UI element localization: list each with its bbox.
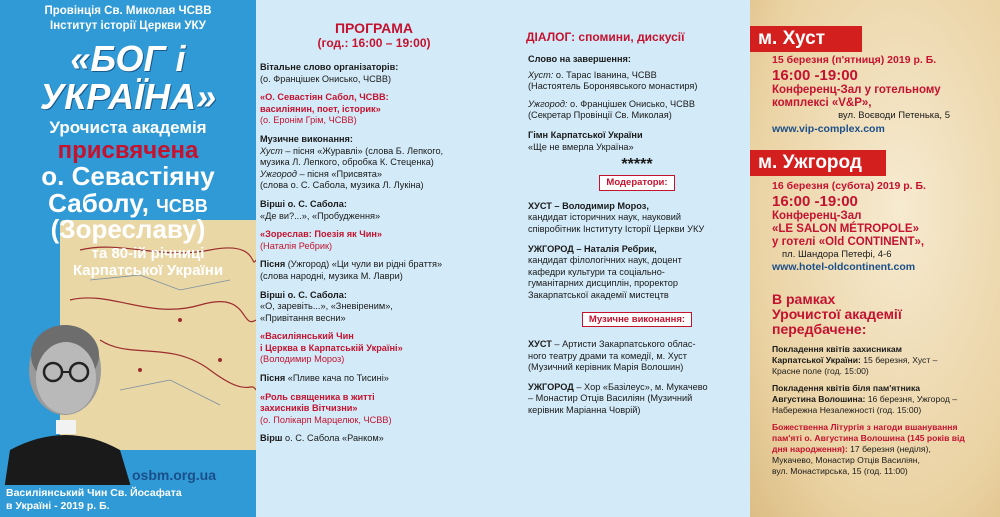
performer-2-line-3: керівник Маріанна Човрій) <box>528 405 641 416</box>
performer-1-city: ХУСТ <box>528 339 552 350</box>
item-5-speaker: (Наталія Ребрик) <box>260 240 333 251</box>
program-title: ПРОГРАМА <box>334 20 414 36</box>
event-2-subject: Августина Волошина: <box>772 394 866 404</box>
subtitle-anniversary: та 80-ій річниці <box>91 245 205 262</box>
performer-1 <box>528 339 746 351</box>
title-line-1: «БОГ і <box>70 38 186 79</box>
venue-uzhhorod-line-3: у готелі «Old CONTINENT», <box>772 236 925 248</box>
event-2 <box>772 383 1000 416</box>
item-3-title: Музичне виконання: <box>260 133 353 144</box>
program-item-3 <box>260 134 490 192</box>
program-item-2 <box>260 92 490 127</box>
program-item-1 <box>260 62 490 85</box>
closing-uzhhorod-name: о. Францішек Онисько, ЧСВВ <box>567 98 695 109</box>
dialog-heading: ДІАЛОГ: спомини, дискусії <box>526 30 685 44</box>
item-3-line-4: (слова о. С. Сабола, музика Л. Лукіна) <box>260 180 424 191</box>
item-1-sub: (о. Францішек Онисько, ЧСВВ) <box>260 73 392 84</box>
venue-uzhhorod <box>772 180 1000 274</box>
program-item-7 <box>260 290 490 325</box>
city-khust: м. Хуст <box>758 28 826 49</box>
moderator-1-desc-1: кандидат історичних наук, науковий <box>528 212 682 223</box>
framework-line-1: В рамках <box>772 291 836 307</box>
program-panel <box>256 0 750 517</box>
program-time: (год.: 16:00 – 19:00) <box>317 36 431 50</box>
moderator-1-name: ХУСТ – Володимир Мороз, <box>528 200 649 211</box>
closing-words-title: Слово на завершення: <box>528 54 631 64</box>
item-10-line-1: «Роль священика в житті <box>260 391 375 402</box>
venue-uzhhorod-line-2: «LE SALON MÉTROPOLE» <box>772 223 919 235</box>
date-khust: 15 березня (п'ятниця) 2019 р. Б. <box>772 54 937 66</box>
venue-uzhhorod-line-1: Конференц-Зал <box>772 210 862 222</box>
venue-khust <box>772 54 1000 136</box>
anthem-name: «Ще не вмерла Україна» <box>528 141 634 152</box>
framework-heading <box>772 292 902 337</box>
moderator-2-desc-3: гуманітарних дисциплін, проректор <box>528 278 678 289</box>
performer-1-line-2: ного театру драми та комедії, м. Хуст <box>528 350 687 361</box>
music-label-wrap <box>528 312 746 328</box>
item-3-line-2: музика Л. Лепкого, обробка К. Стеценка) <box>260 157 434 168</box>
address-uzhhorod: пл. Шандора Петефі, 4-6 <box>782 249 892 260</box>
subtitle-surname: Саболу, <box>48 188 149 218</box>
item-4-title: Вірші о. С. Сабола: <box>260 198 347 209</box>
item-11-text: о. С. Сабола «Ранком» <box>282 433 384 444</box>
program-heading <box>284 20 464 51</box>
time-uzhhorod: 16:00 -19:00 <box>772 193 858 210</box>
program-item-10 <box>260 392 490 427</box>
organizer-line-1: Провінція Св. Миколая ЧСВВ <box>44 5 212 17</box>
date-uzhhorod: 16 березня (субота) 2019 р. Б. <box>772 180 926 192</box>
subtitle-pseudonym: (Зореславу) <box>50 214 206 244</box>
event-title <box>0 40 256 116</box>
performer-2-text: – Хор «Базілеус», м. Мукачево <box>573 381 708 392</box>
item-9-title: Пісня <box>260 373 286 384</box>
website-link[interactable]: osbm.org.ua <box>132 467 217 483</box>
item-6-text: (Ужгород) «Ци чули ви рідні браття» <box>285 259 443 270</box>
performer-2-line-2: – Монастир Отців Василіян (Музичний <box>528 393 693 404</box>
item-3-line-1 <box>260 146 490 158</box>
performer-2-city: УЖГОРОД <box>528 381 574 392</box>
events-list <box>772 344 1000 477</box>
dialog-section <box>528 54 746 417</box>
event-3-place: Мукачево, Монастир Отців Василіян, <box>772 455 920 465</box>
subtitle-academy: Урочиста академія <box>49 118 207 137</box>
item-10-line-2: захисників Вітчизни» <box>260 403 358 414</box>
closing-khust-role: (Настоятель Боронявського монастиря) <box>528 81 698 92</box>
closing-khust-city: Хуст: <box>528 69 554 80</box>
event-1-place: Красне поле (год. 15:00) <box>772 366 869 376</box>
moderators-label: Модератори: <box>599 175 674 191</box>
event-3 <box>772 422 1000 477</box>
event-1-subject: Карпатської України: <box>772 355 861 365</box>
event-3-line-3: дня народження): <box>772 444 848 454</box>
time-khust: 16:00 -19:00 <box>772 67 858 84</box>
closing-uzhhorod-city: Ужгород: <box>528 98 568 109</box>
closing-uzhhorod <box>528 99 746 111</box>
item-1-title: Вітальне слово організаторів: <box>260 62 399 72</box>
event-2-date: 16 березня, Ужгород – <box>865 394 958 404</box>
title-line-2: УКРАЇНА» <box>39 76 217 117</box>
item-8-line-1: «Василіянський Чин <box>260 331 354 342</box>
item-4-sub: «Де ви?...», «Пробудження» <box>260 210 381 221</box>
event-3-line-2: пам'яті о. Августина Волошина (145 років від <box>772 433 965 443</box>
cover-panel <box>0 0 256 517</box>
program-list <box>260 62 490 445</box>
moderator-2-name: УЖГОРОД – Наталія Ребрик, <box>528 243 657 254</box>
venue-khust-line-1: Конференц-Зал у готельному <box>772 84 941 96</box>
program-item-8 <box>260 331 490 366</box>
item-3-text-3: – пісня «Присвята» <box>296 168 382 179</box>
item-2-line-1: «О. Севастіян Сабол, ЧСВВ: <box>260 92 389 103</box>
item-7-title: Вірші о. С. Сабола: <box>260 289 347 300</box>
moderator-2-desc-1: кандидат філологічних наук, доцент <box>528 255 682 266</box>
subtitle-carpathian: Карпатської України <box>72 262 224 279</box>
item-7-sub: «О, заревіть...», «Зневіреним», <box>260 301 393 312</box>
item-3-text-1: – пісня «Журавлі» (слова Б. Лепкого, <box>282 145 444 156</box>
event-1-title: Покладення квітів захисникам <box>772 344 903 354</box>
city-uzhhorod: м. Ужгород <box>758 152 862 173</box>
item-3-city-1: Хуст <box>260 145 283 156</box>
closing-khust-name: о. Тарас Іванина, ЧСВВ <box>553 69 657 80</box>
item-7-sub-2: «Привітання весни» <box>260 312 346 323</box>
music-label: Музичне виконання: <box>582 312 692 328</box>
footer <box>0 485 256 517</box>
performer-1-line-3: (Музичний керівник Марія Волошин) <box>528 362 684 373</box>
event-2-title: Покладення квітів біля пам'ятника <box>772 383 921 393</box>
closing-khust <box>528 70 746 82</box>
item-5-line-1: «Зореслав: Поезія як Чин» <box>260 229 383 240</box>
framework-line-3: передбачене: <box>772 321 867 337</box>
separator-stars: ***** <box>621 156 653 174</box>
program-item-4 <box>260 199 490 222</box>
item-8-speaker: (Володимир Мороз) <box>260 354 345 365</box>
subtitle-dedicated: присвячена <box>57 137 199 164</box>
event-3-line-1: Божественна Літургія з нагоди вшанування <box>772 422 958 432</box>
item-3-city-2: Ужгород <box>260 168 297 179</box>
program-item-9 <box>260 373 490 385</box>
moderator-1-desc-2: співробітник Інституту Історії Церкви УКУ <box>528 223 705 234</box>
event-3-date: 17 березня (неділя), <box>847 444 931 454</box>
website-uzhhorod[interactable]: www.hotel-oldcontinent.com <box>772 261 916 273</box>
item-2-speaker: (о. Еронім Грім, ЧСВВ) <box>260 115 357 126</box>
item-3-line-3 <box>260 169 490 181</box>
subtitle-name-1: о. Севастіяну <box>41 161 215 191</box>
item-6-sub: (слова народні, музика М. Лаври) <box>260 270 403 281</box>
subtitle-order: ЧСВВ <box>156 196 208 216</box>
program-item-11 <box>260 433 490 445</box>
anthem-title: Гімн Карпатської України <box>528 129 643 140</box>
moderators-label-wrap <box>528 175 746 191</box>
framework-line-2: Урочистої академії <box>772 306 902 322</box>
organizer-line-2: Інститут історії Церкви УКУ <box>50 20 206 32</box>
program-item-6 <box>260 259 490 282</box>
item-8-line-2: і Церква в Карпатській Україні» <box>260 342 403 353</box>
event-1-date: 15 березня, Хуст – <box>860 355 938 365</box>
item-11-title: Вірш <box>260 433 283 444</box>
item-2-line-2: василіянин, поет, історик» <box>260 103 381 114</box>
website-khust[interactable]: www.vip-complex.com <box>772 123 885 135</box>
performer-2 <box>528 382 746 394</box>
item-9-text: «Пливе кача по Тисині» <box>285 373 389 384</box>
item-10-speaker: (о. Полікарп Марцелюк, ЧСВВ) <box>260 414 392 425</box>
item-6-title: Пісня <box>260 259 286 270</box>
moderator-2-desc-2: кафедри культури та соціально- <box>528 266 665 277</box>
closing-uzhhorod-role: (Секретар Провінції Св. Миколая) <box>528 110 672 121</box>
venues-panel <box>750 0 1000 517</box>
event-3-address: вул. Монастирська, 15 (год. 11:00) <box>772 466 908 476</box>
event-1 <box>772 344 1000 377</box>
event-2-place: Набережна Незалежності (год. 15:00) <box>772 405 922 415</box>
footer-line-1: Василіянський Чин Св. Йосафата <box>6 487 182 499</box>
performer-1-text: – Артисти Закарпатського облас- <box>551 339 696 350</box>
moderator-2-desc-4: Закарпатської академії мистецтв <box>528 289 669 300</box>
venue-khust-line-2: комплексі «V&P», <box>772 97 872 109</box>
program-item-5 <box>260 229 490 252</box>
footer-line-2: в Україні - 2019 р. Б. <box>6 500 110 512</box>
address-khust: вул. Воєводи Петенька, 5 <box>838 110 950 121</box>
